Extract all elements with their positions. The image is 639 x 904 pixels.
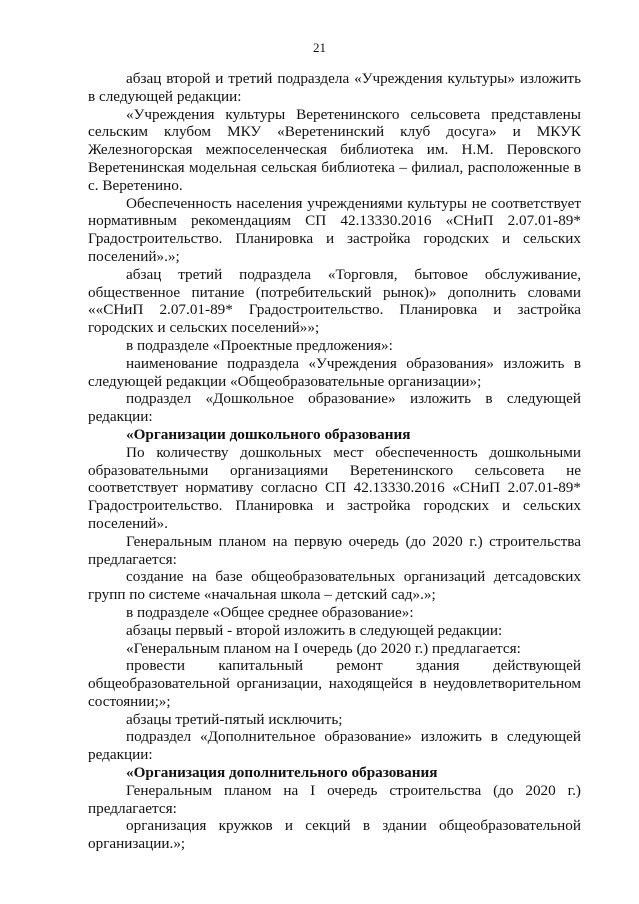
paragraph: подраздел «Дополнительное образование» изложить в следующей редакции: bbox=[88, 728, 581, 764]
paragraph: Обеспеченность населения учреждениями культуры не соответствует нормативным рекомендациям СП 42.13330.2016 «СНиП 2.07.01-89* Градостроительство. Планировка и застройка городских и сельских поселений».»; bbox=[88, 194, 581, 265]
paragraph: По количеству дошкольных мест обеспеченность дошкольными образовательными организациями Веретенинского сельсовета не соответствует нормативу согласно СП 42.13330.2016 «СНиП 2.07.01-89* Градостроительство. Планировка и застройка городских и сельских поселений». bbox=[88, 443, 581, 532]
paragraph: абзац третий подраздела «Торговля, бытовое обслуживание, общественное питание (потребительский рынок)» дополнить словами ««СНиП 2.07.01-89* Градостроительство. Планировка и застройка городских и сельских поселений»»; bbox=[88, 265, 581, 337]
paragraph: создание на базе общеобразовательных организаций детсадовских групп по системе «начальная школа – детский сад».»; bbox=[88, 568, 581, 604]
paragraph: подраздел «Дошкольное образование» изложить в следующей редакции: bbox=[88, 390, 581, 426]
paragraph: провести капитальный ремонт здания действующей общеобразовательной организации, находящейся в неудовлетворительном состоянии;»; bbox=[88, 657, 581, 710]
section-heading: «Организация дополнительного образования bbox=[126, 764, 438, 782]
section-heading: «Организации дошкольного образования bbox=[126, 425, 411, 443]
paragraph: в подразделе «Общее среднее образование»: bbox=[126, 603, 414, 621]
paragraph: абзац второй и третий подраздела «Учреждения культуры» изложить в следующей редакции: bbox=[88, 70, 581, 105]
paragraph: Генеральным планом на I очередь строительства (до 2020 г.) предлагается: bbox=[88, 781, 581, 817]
paragraph: наименование подраздела «Учреждения образования» изложить в следующей редакции «Общеобразовательные организации»; bbox=[88, 354, 581, 390]
document-body bbox=[88, 70, 581, 853]
paragraph: абзацы третий-пятый исключить; bbox=[126, 710, 343, 728]
paragraph: абзацы первый - второй изложить в следующей редакции: bbox=[126, 621, 503, 639]
paragraph: в подразделе «Проектные предложения»: bbox=[126, 336, 393, 354]
paragraph: Генеральным планом на первую очередь (до 2020 г.) строительства предлагается: bbox=[88, 532, 581, 568]
paragraph: «Учреждения культуры Веретенинского сельсовета представлены сельским клубом МКУ «Веретенинский клуб досуга» и МКУК Железногорская межпоселенческая библиотека им. Н.М. Перовского Веретенинская модельная сельская библиотека – филиал, расположенные в с. Веретенино. bbox=[88, 105, 581, 194]
page-number: 21 bbox=[313, 40, 326, 55]
paragraph: организация кружков и секций в здании общеобразовательной организации.»; bbox=[88, 817, 581, 853]
paragraph: «Генеральным планом на I очередь (до 2020 г.) предлагается: bbox=[126, 639, 521, 657]
